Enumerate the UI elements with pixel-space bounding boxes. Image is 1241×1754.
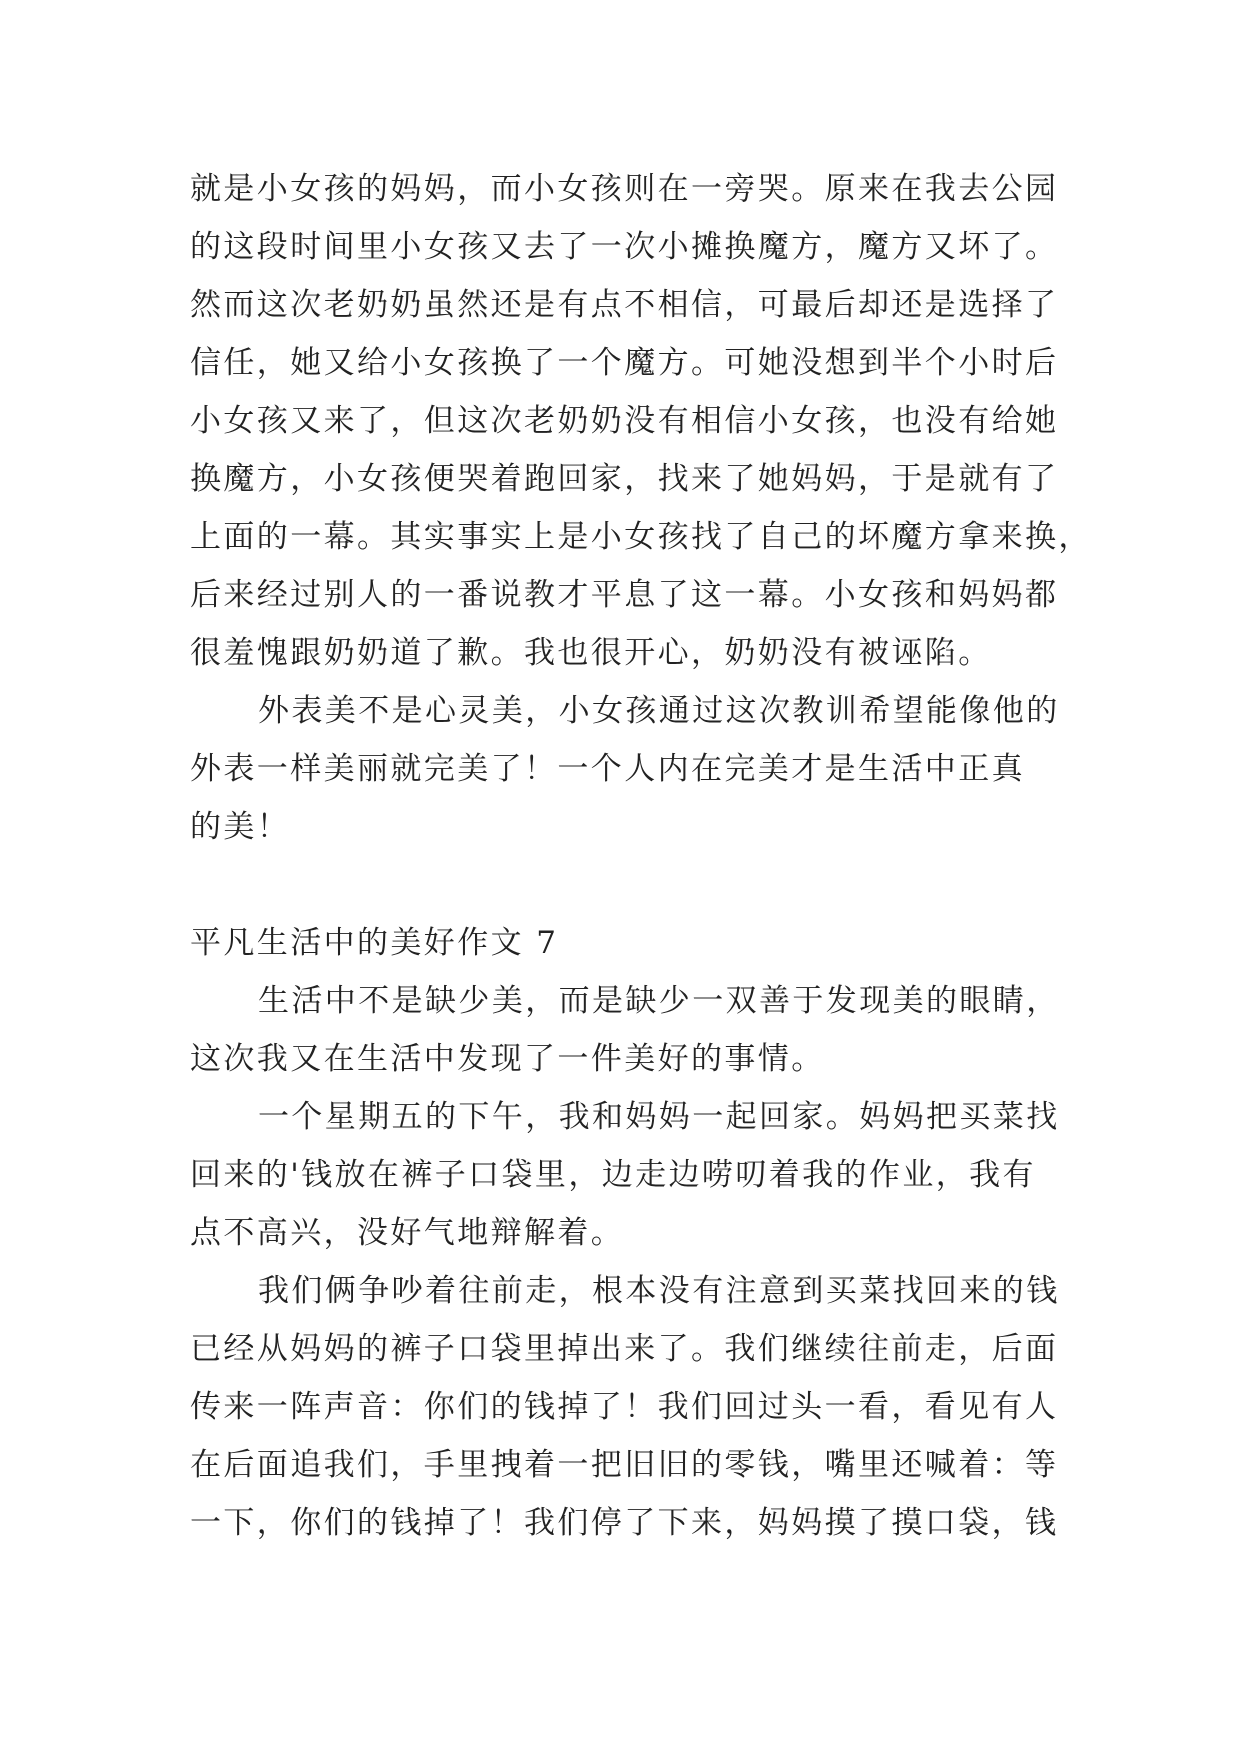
text-line: 我们俩争吵着往前走，根本没有注意到买菜找回来的钱	[258, 1273, 1060, 1309]
text-line: 的美！	[190, 809, 291, 845]
text-line: 上面的一幕。其实事实上是小女孩找了自己的坏魔方拿来换，	[190, 519, 1092, 555]
text-line: 小女孩又来了，但这次老奶奶没有相信小女孩，也没有给她	[190, 403, 1059, 439]
text-line: 回来的'钱放在裤子口袋里，边走边唠叨着我的作业，我有	[190, 1157, 1036, 1193]
text-line: 信任，她又给小女孩换了一个魔方。可她没想到半个小时后	[190, 345, 1059, 381]
text-line: 后来经过别人的一番说教才平息了这一幕。小女孩和妈妈都	[190, 577, 1059, 613]
paragraph-1	[190, 160, 1092, 682]
text-line: 在后面追我们，手里拽着一把旧旧的零钱，嘴里还喊着：等	[190, 1447, 1059, 1483]
text-line: 外表美不是心灵美，小女孩通过这次教训希望能像他的	[258, 693, 1060, 729]
text-line: 然而这次老奶奶虽然还是有点不相信，可最后却还是选择了	[190, 287, 1059, 323]
text-line: 一个星期五的下午，我和妈妈一起回家。妈妈把买菜找	[258, 1099, 1060, 1135]
text-line: 的这段时间里小女孩又去了一次小摊换魔方，魔方又坏了。	[190, 229, 1059, 265]
document-body	[190, 160, 1092, 1552]
text-line: 就是小女孩的妈妈，而小女孩则在一旁哭。原来在我去公园	[190, 171, 1059, 207]
paragraph-2	[190, 682, 1070, 856]
paragraph-5	[190, 1262, 1070, 1552]
text-line: 一下，你们的钱掉了！我们停了下来，妈妈摸了摸口袋，钱	[190, 1505, 1059, 1541]
paragraph-4	[190, 1088, 1070, 1262]
section-title: 平凡生活中的美好作文 7	[190, 925, 559, 961]
text-line: 传来一阵声音：你们的钱掉了！我们回过头一看，看见有人	[190, 1389, 1059, 1425]
text-line: 生活中不是缺少美，而是缺少一双善于发现美的眼睛，	[258, 983, 1060, 1019]
text-line: 外表一样美丽就完美了！一个人内在完美才是生活中正真	[190, 751, 1025, 787]
text-line: 很羞愧跟奶奶道了歉。我也很开心，奶奶没有被诬陷。	[190, 635, 992, 671]
paragraph-3	[190, 972, 1070, 1088]
text-line: 这次我又在生活中发现了一件美好的事情。	[190, 1041, 825, 1077]
text-line: 已经从妈妈的裤子口袋里掉出来了。我们继续往前走，后面	[190, 1331, 1059, 1367]
text-line: 点不高兴，没好气地辩解着。	[190, 1215, 625, 1251]
text-line: 换魔方，小女孩便哭着跑回家，找来了她妈妈，于是就有了	[190, 461, 1059, 497]
